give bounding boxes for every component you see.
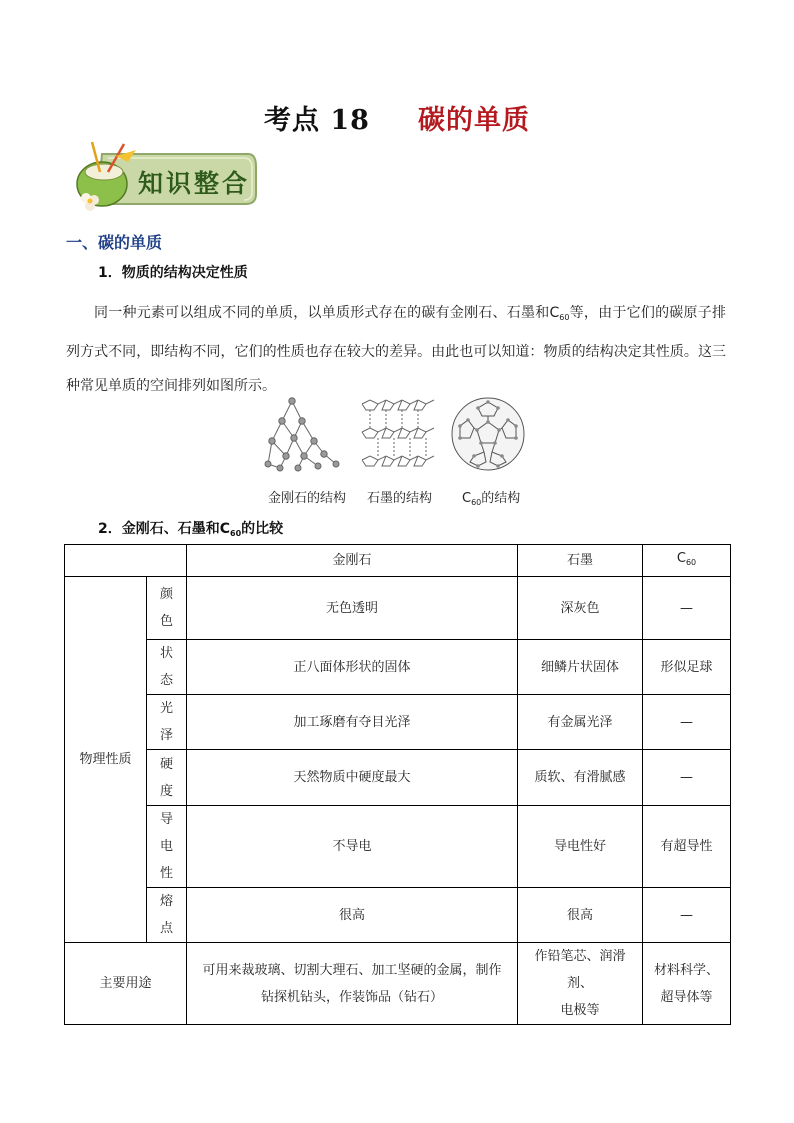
graphite-cell: 细鳞片状固体 bbox=[518, 640, 643, 695]
diamond-cell: 无色透明 bbox=[187, 577, 518, 640]
diamond-structure-image bbox=[265, 398, 339, 471]
header-c60-c: C bbox=[676, 551, 686, 566]
graphite-cell: 很高 bbox=[518, 888, 643, 943]
title-prefix: 考点 18 bbox=[264, 105, 370, 136]
table-row bbox=[65, 888, 731, 943]
prop-cell: 颜 色 bbox=[147, 577, 187, 640]
usage-row bbox=[65, 943, 731, 1025]
header-graphite: 石墨 bbox=[518, 545, 643, 577]
caption-c60-rest: 的结构 bbox=[481, 491, 521, 506]
usage-graphite bbox=[518, 943, 643, 1025]
page-title bbox=[0, 98, 794, 137]
subheading-comparison-sub: 60 bbox=[230, 529, 242, 538]
prop-cell: 导 电 性 bbox=[147, 806, 187, 888]
table-row bbox=[65, 806, 731, 888]
table-row bbox=[65, 640, 731, 695]
intro-text-b: 等，由于它们的碳原子排列方式不同，即结构不同，它们的性质也存在较大的差异。由此也可以知道：物质的结构决定其性质。这三种常见单质的空间排列如图所示。 bbox=[66, 305, 727, 394]
prop-cell: 熔 点 bbox=[147, 888, 187, 943]
usage-label: 主要用途 bbox=[65, 943, 187, 1025]
intro-subscript: 60 bbox=[559, 313, 570, 322]
usage-graphite-line2: 电极等 bbox=[560, 1003, 600, 1018]
subheading-comparison-a: 2．金刚石、石墨和C bbox=[98, 521, 231, 537]
diamond-cell: 很高 bbox=[187, 888, 518, 943]
diamond-cell: 正八面体形状的固体 bbox=[187, 640, 518, 695]
c60-structure-image bbox=[452, 398, 524, 470]
usage-c60-line1: 材料科学、 bbox=[653, 962, 719, 978]
comparison-table bbox=[64, 544, 731, 1025]
subheading-structure: 1．物质的结构决定性质 bbox=[98, 265, 248, 281]
usage-diamond bbox=[187, 943, 518, 1025]
prop-cell: 状 态 bbox=[147, 640, 187, 695]
usage-c60 bbox=[643, 943, 731, 1025]
c60-cell: — bbox=[643, 750, 731, 806]
prop-cell: 光 泽 bbox=[147, 695, 187, 750]
table-row bbox=[65, 750, 731, 806]
caption-c60-sub: 60 bbox=[471, 498, 482, 507]
c60-cell: — bbox=[643, 888, 731, 943]
intro-text-a: 同一种元素可以组成不同的单质，以单质形式存在的碳有金刚石、石墨和C bbox=[94, 305, 560, 321]
carbon-structures-figure bbox=[262, 396, 534, 476]
graphite-structure-image bbox=[362, 400, 434, 466]
diamond-cell: 加工琢磨有夺目光泽 bbox=[187, 695, 518, 750]
table-header-row bbox=[65, 545, 731, 577]
graphite-cell: 有金属光泽 bbox=[518, 695, 643, 750]
subheading-comparison bbox=[98, 518, 283, 538]
caption-graphite: 石墨的结构 bbox=[367, 491, 433, 506]
header-c60 bbox=[643, 545, 731, 577]
section-heading: 一、碳的单质 bbox=[66, 233, 163, 252]
title-topic: 碳的单质 bbox=[417, 105, 530, 136]
header-c60-sub: 60 bbox=[685, 558, 697, 567]
intro-paragraph bbox=[66, 296, 726, 403]
table-row bbox=[65, 695, 731, 750]
c60-cell: 有超导性 bbox=[643, 806, 731, 888]
usage-diamond-line2: 钻探机钻头，作装饰品（钻石） bbox=[260, 989, 443, 1005]
graphite-cell: 深灰色 bbox=[518, 577, 643, 640]
c60-cell: 形似足球 bbox=[643, 640, 731, 695]
diamond-cell: 不导电 bbox=[187, 806, 518, 888]
header-diamond: 金刚石 bbox=[187, 545, 518, 577]
usage-graphite-line1: 作铅笔芯、润滑剂、 bbox=[534, 949, 626, 991]
header-empty-cell bbox=[65, 545, 187, 577]
caption-c60-c: C bbox=[462, 491, 472, 506]
badge-text: 知识整合 bbox=[138, 169, 251, 198]
usage-c60-line2: 超导体等 bbox=[660, 989, 713, 1005]
knowledge-badge bbox=[72, 140, 258, 212]
subheading-comparison-b: 的比较 bbox=[241, 521, 284, 537]
caption-diamond: 金刚石的结构 bbox=[268, 491, 347, 506]
group-label-physical: 物理性质 bbox=[65, 577, 147, 943]
diamond-cell: 天然物质中硬度最大 bbox=[187, 750, 518, 806]
c60-cell: — bbox=[643, 695, 731, 750]
table-row bbox=[65, 577, 731, 640]
c60-cell: — bbox=[643, 577, 731, 640]
caption-c60 bbox=[462, 487, 520, 507]
graphite-cell: 导电性好 bbox=[518, 806, 643, 888]
graphite-cell: 质软、有滑腻感 bbox=[518, 750, 643, 806]
prop-cell: 硬 度 bbox=[147, 750, 187, 806]
usage-diamond-line1: 可用来裁玻璃、切割大理石、加工坚硬的金属，制作 bbox=[202, 962, 502, 978]
